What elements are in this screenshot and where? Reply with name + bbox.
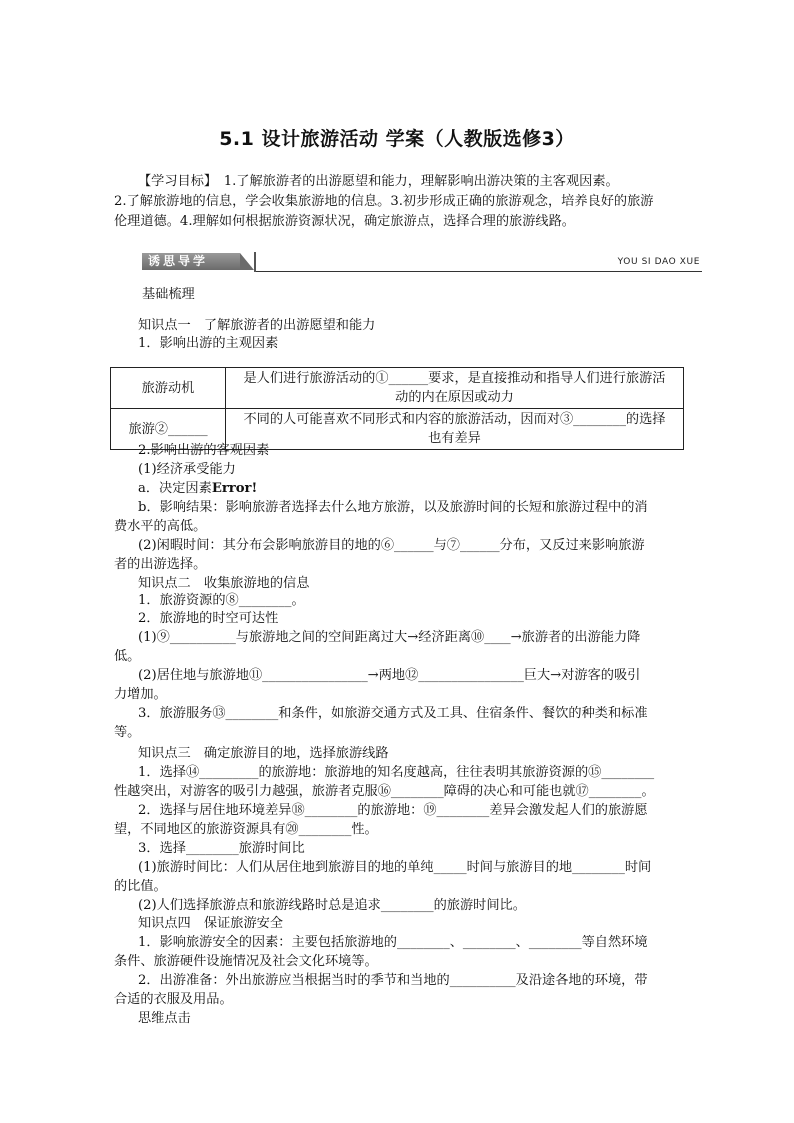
- k2-item-1: 1．旅游资源的⑧________。: [138, 593, 305, 608]
- k4-item-2-line-2: 合适的衣服及用品。: [114, 992, 233, 1007]
- table-cell-key: 旅游动机: [111, 368, 226, 409]
- k1-sub2-line-1: (2)闲暇时间：其分布会影响旅游目的地的⑥______与⑦______分布，又反过来影响旅游: [138, 538, 645, 553]
- k4-item-2-line-1: 2．出游准备：外出旅游应当根据当时的季节和当地的__________及沿途各地的环境，带: [138, 973, 648, 988]
- k2-item-3-line-1: 3．旅游服务⑬________和条件，如旅游交通方式及工具、住宿条件、餐饮的种类和标准: [138, 706, 648, 721]
- k3-sub1-line-1: (1)旅游时间比：人们从居住地到旅游目的地的单纯_____时间与旅游目的地________时间: [138, 860, 652, 875]
- banner-english: YOU SI DAO XUE: [617, 257, 700, 267]
- table-row: [111, 368, 684, 409]
- objectives-line-3: 伦理道德。4.理解如何根据旅游资源状况，确定旅游点，选择合理的旅游线路。: [114, 214, 575, 229]
- k1-sub-1: (1)经济承受能力: [138, 462, 236, 477]
- table-cell-line: 是人们进行旅游活动的①______要求，是直接推动和指导人们进行旅游活: [243, 371, 666, 386]
- k1-heading: 知识点一 了解旅游者的出游愿望和能力: [138, 318, 376, 333]
- k3-sub1-line-2: 的比值。: [114, 879, 167, 894]
- objectives-line-2: 2.了解旅游地的信息，学会收集旅游地的信息。3.初步形成正确的旅游观念，培养良好的旅游: [114, 194, 654, 209]
- section-basic-heading: 基础梳理: [142, 287, 195, 302]
- k1-a-error: Error!: [211, 481, 258, 496]
- k2-sub1-line-1: (1)⑨__________与旅游地之间的空间距离过大→经济距离⑩____→旅游者的出游能力降: [138, 630, 641, 645]
- k3-sub2: (2)人们选择旅游点和旅游线路时总是追求________的旅游时间比。: [138, 898, 526, 913]
- k3-heading: 知识点三 确定旅游目的地，选择旅游线路: [138, 746, 389, 761]
- page-title: 5.1 设计旅游活动 学案（人教版选修3）: [219, 128, 575, 150]
- k2-item-3-line-2: 等。: [114, 725, 141, 740]
- objectives-line-1: 【学习目标】 1.了解旅游者的出游愿望和能力，理解影响出游决策的主客观因素。: [138, 174, 619, 189]
- table-cell-value: [226, 368, 684, 409]
- table-cell-line: 也有差异: [428, 431, 481, 446]
- thinking-points-heading: 思维点击: [138, 1011, 191, 1026]
- k1-sub2-line-2: 者的出游选择。: [114, 557, 207, 572]
- table-cell-key: 旅游②______: [111, 409, 226, 450]
- k2-sub1-line-2: 低。: [114, 649, 141, 664]
- k1-a-text: a．决定因素: [138, 481, 212, 496]
- k4-heading: 知识点四 保证旅游安全: [138, 916, 284, 931]
- banner-arrow-shape: [240, 253, 254, 270]
- banner-rule: [256, 271, 702, 272]
- k2-sub2-line-1: (2)居住地与旅游地⑪________________→两地⑫________________巨大→对游客的吸引: [138, 668, 641, 683]
- k1-b-line-2: 费水平的高低。: [114, 519, 207, 534]
- k2-sub2-line-2: 力增加。: [114, 687, 167, 702]
- banner-label: 诱思导学: [142, 253, 240, 270]
- k3-item-2-line-2: 望，不同地区的旅游资源具有⑳________性。: [114, 822, 378, 837]
- k3-item-2-line-1: 2．选择与居住地环境差异⑱________的旅游地：⑲________差异会激发起人们的旅游愿: [138, 803, 648, 818]
- subjective-factors-table: [110, 367, 684, 450]
- k1-a-line: [138, 479, 684, 499]
- k1-b-line-1: b．影响结果：影响旅游者选择去什么地方旅游，以及旅游时间的长短和旅游过程中的消: [138, 500, 648, 515]
- k3-item-1-line-1: 1．选择⑭_________的旅游地：旅游地的知名度越高，往往表明其旅游资源的⑮________: [138, 765, 655, 780]
- k2-heading: 知识点二 收集旅游地的信息: [138, 576, 310, 591]
- k1-item-2: 2.影响出游的客观因素: [138, 443, 270, 458]
- k1-item-1: 1．影响出游的主观因素: [138, 336, 279, 351]
- k2-item-2: 2．旅游地的时空可达性: [138, 611, 279, 626]
- k4-item-1-line-2: 条件、旅游硬件设施情况及社会文化环境等。: [114, 954, 378, 969]
- banner-divider: [254, 252, 256, 272]
- table-cell-line: 不同的人可能喜欢不同形式和内容的旅游活动，因而对③________的选择: [243, 412, 666, 427]
- section-banner: [142, 251, 702, 273]
- table-cell-line: 动的内在原因或动力: [395, 390, 514, 405]
- k3-item-1-line-2: 性越突出，对游客的吸引力越强，旅游者克服⑯________障碍的决心和可能也就⑰________。: [114, 784, 655, 799]
- k3-item-3: 3．选择________旅游时间比: [138, 841, 305, 856]
- k4-item-1-line-1: 1．影响旅游安全的因素：主要包括旅游地的________、________、________等自然环境: [138, 935, 648, 950]
